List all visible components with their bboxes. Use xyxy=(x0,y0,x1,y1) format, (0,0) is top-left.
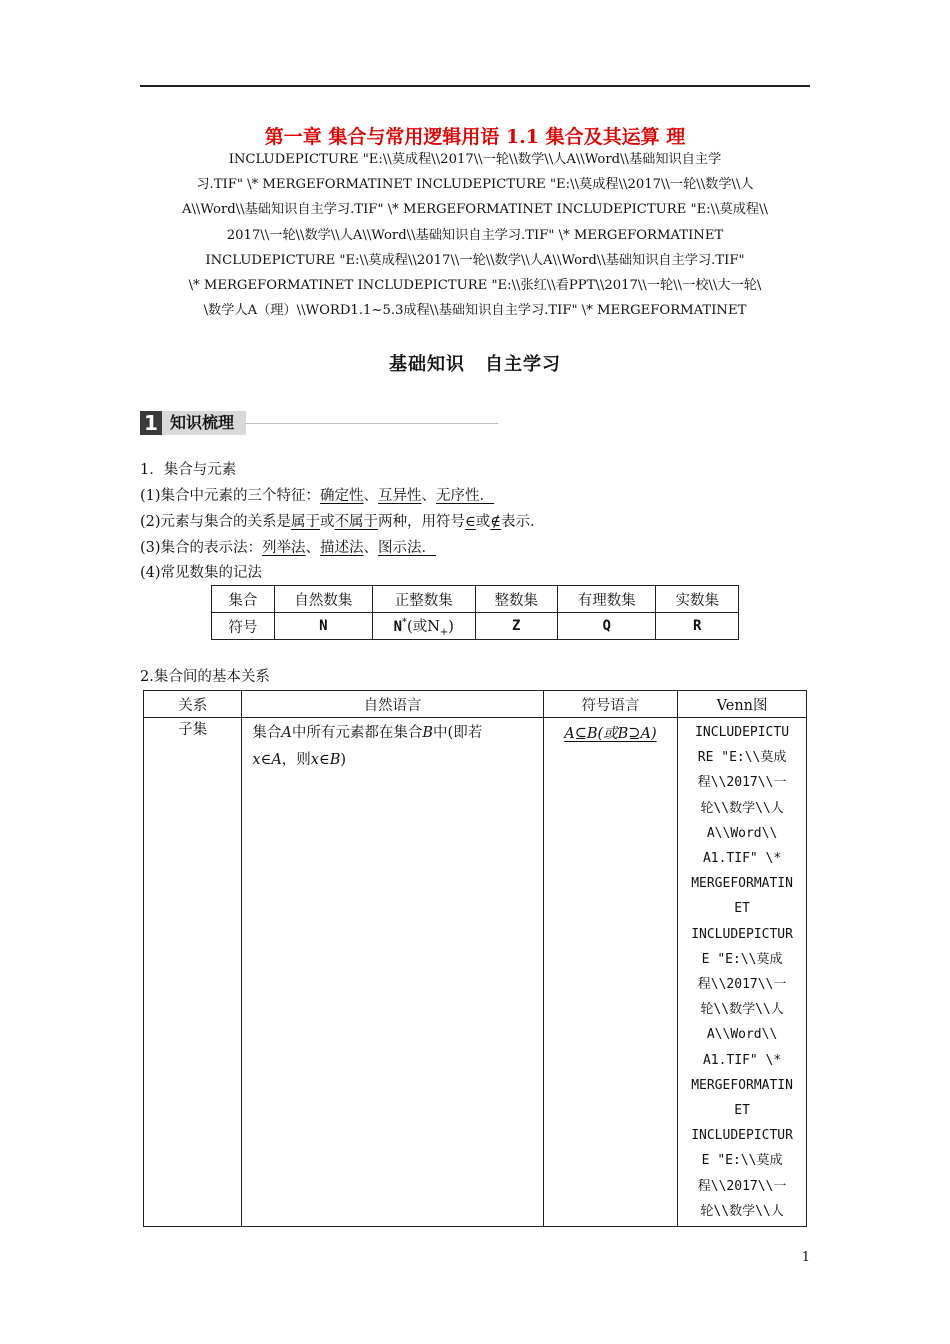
venn-code-line: A1.TIF" \* xyxy=(702,851,782,867)
text: 、 xyxy=(421,488,437,504)
text: 、 xyxy=(305,540,321,556)
answer-blank: 属于 xyxy=(291,514,321,530)
venn-code-line: ET xyxy=(734,1103,750,1119)
section-title xyxy=(140,350,810,376)
text: (1)集合中元素的三个特征： xyxy=(140,488,321,504)
text: 中(即若 xyxy=(433,725,483,741)
table-header-cell: 有理数集 xyxy=(558,586,656,613)
answer-blank: 不属于 xyxy=(334,514,379,530)
chapter-title: 第一章 集合与常用逻辑用语 1.1 集合及其运算 理 xyxy=(264,126,686,148)
text: (或N xyxy=(407,618,440,635)
table-cell: Z xyxy=(475,613,558,640)
section-title-part2: 自主学习 xyxy=(485,354,561,375)
venn-code-line: 轮\\数学\\人 xyxy=(700,800,784,816)
knowledge-banner xyxy=(140,411,498,435)
text: A xyxy=(281,725,292,741)
field-code-line: INCLUDEPICTURE "E:\\莫成程\\2017\\一轮\\数学\\人A\\Word\\基础知识自主学习.TIF" xyxy=(205,252,745,268)
answer-blank: 确定性 xyxy=(320,488,364,504)
field-code-line: A\\Word\\基础知识自主学习.TIF" \* MERGEFORMATINET INCLUDEPICTURE "E:\\莫成程\\ xyxy=(181,202,769,218)
item2-heading: 2.集合间的基本关系 xyxy=(140,669,270,685)
banner-divider xyxy=(246,423,498,424)
answer-blank: ∉ xyxy=(490,514,502,530)
field-code-block xyxy=(140,147,810,323)
text: ，则 xyxy=(281,752,311,768)
venn-code-line: E "E:\\莫成 xyxy=(701,1153,783,1169)
venn-code-line: INCLUDEPICTUR xyxy=(691,926,793,942)
field-code-line: 2017\\一轮\\数学\\人A\\Word\\基础知识自主学习.TIF" \* MERGEFORMATINET xyxy=(226,227,724,243)
table-row xyxy=(212,586,739,613)
table-cell xyxy=(242,718,543,1227)
subscript: + xyxy=(439,626,449,638)
table-header-cell: 自然语言 xyxy=(242,691,543,718)
table-header-cell: 自然数集 xyxy=(274,586,372,613)
table-cell: 子集 xyxy=(144,718,242,1227)
text: ) xyxy=(448,618,454,635)
table-header-cell: 正整数集 xyxy=(373,586,475,613)
venn-code-line: 程\\2017\\一 xyxy=(697,775,787,791)
table-header-cell: 关系 xyxy=(144,691,242,718)
table-cell: R xyxy=(656,613,739,640)
answer-blank: 列举法 xyxy=(262,540,306,556)
text: 表示． xyxy=(501,514,545,530)
answer-blank: 无序性． xyxy=(436,488,495,504)
symbol: N xyxy=(393,618,403,635)
text: 、 xyxy=(363,540,379,556)
section-title-part1: 基础知识 xyxy=(389,354,465,375)
venn-code-line: 轮\\数学\\人 xyxy=(700,1002,784,1018)
banner-number: 1 xyxy=(140,411,162,435)
venn-code-line: A1.TIF" \* xyxy=(702,1052,782,1068)
venn-code-line: A\\Word\\ xyxy=(706,1027,778,1043)
field-code-line: 习.TIF" \* MERGEFORMATINET INCLUDEPICTURE "E:\\莫成程\\2017\\一轮\\数学\\人 xyxy=(196,177,754,193)
answer-blank: 描述法 xyxy=(320,540,364,556)
answer-blank: 互异性 xyxy=(378,488,422,504)
venn-code-line: INCLUDEPICTU xyxy=(695,725,790,740)
field-code-line: \数学人A（理）\\WORD1.1~5.3成程\\基础知识自主学习.TIF" \* MERGEFORMATINET xyxy=(203,303,747,319)
venn-code-line: ET xyxy=(734,901,750,917)
text: 或 xyxy=(320,514,335,530)
table-row xyxy=(144,691,807,718)
text: ) xyxy=(340,752,347,768)
venn-code-line: 程\\2017\\一 xyxy=(697,1178,787,1194)
answer-blank: A⊆B(或B⊇A) xyxy=(564,726,657,742)
table-cell xyxy=(543,718,677,1227)
text: 、 xyxy=(363,488,379,504)
table-row xyxy=(144,718,807,1227)
table-header-cell: 符号语言 xyxy=(543,691,677,718)
venn-code-line: RE "E:\\莫成 xyxy=(697,750,787,766)
table-row xyxy=(212,613,739,640)
text: x∈B xyxy=(310,752,341,768)
venn-code-line: A\\Word\\ xyxy=(706,825,778,841)
venn-code-line: E "E:\\莫成 xyxy=(701,951,783,967)
superscript: * xyxy=(402,616,408,628)
page-number: 1 xyxy=(801,1250,810,1265)
table-cell xyxy=(373,613,475,640)
header-rule xyxy=(140,85,810,87)
venn-code-line: INCLUDEPICTUR xyxy=(691,1128,793,1144)
table-header-cell: 集合 xyxy=(212,586,275,613)
number-sets-table xyxy=(211,585,739,640)
text: 两种，用符号 xyxy=(378,514,466,530)
venn-cell xyxy=(678,718,807,1227)
text: x∈A xyxy=(252,752,282,768)
text: (3)集合的表示法： xyxy=(140,540,263,556)
item1-line1 xyxy=(140,484,494,505)
table-cell: 符号 xyxy=(212,613,275,640)
table-header-cell: 实数集 xyxy=(656,586,739,613)
venn-code-line: MERGEFORMATIN xyxy=(691,1077,793,1093)
item1-line3 xyxy=(140,536,436,557)
set-relations-table xyxy=(143,690,807,1227)
field-code-line: \* MERGEFORMATINET INCLUDEPICTURE "E:\\张红\\看PPT\\2017\\一轮\\一校\\大一轮\ xyxy=(188,278,762,294)
answer-blank: ∈ xyxy=(465,514,476,530)
table-cell: Q xyxy=(558,613,656,640)
table-header-cell: 整数集 xyxy=(475,586,558,613)
text: 集合 xyxy=(252,725,282,741)
field-code-line: INCLUDEPICTURE "E:\\莫成程\\2017\\一轮\\数学\\人A\\Word\\基础知识自主学 xyxy=(228,152,722,167)
item1-line2 xyxy=(140,510,545,531)
item1-heading: 1．集合与元素 xyxy=(140,462,237,478)
answer-blank: 图示法． xyxy=(378,540,437,556)
venn-code-line: MERGEFORMATIN xyxy=(691,876,793,892)
table-header-cell: Venn图 xyxy=(678,691,807,718)
banner-label: 知识梳理 xyxy=(162,411,246,435)
text: B xyxy=(422,725,434,741)
text: 或 xyxy=(475,514,491,530)
item1-line4: (4)常见数集的记法 xyxy=(140,565,263,581)
table-cell: N xyxy=(274,613,372,640)
venn-code-line: 程\\2017\\一 xyxy=(697,977,787,993)
venn-code-line: 轮\\数学\\人 xyxy=(700,1203,784,1219)
text: 中所有元素都在集合 xyxy=(291,725,423,741)
text: (2)元素与集合的关系是 xyxy=(140,514,292,530)
